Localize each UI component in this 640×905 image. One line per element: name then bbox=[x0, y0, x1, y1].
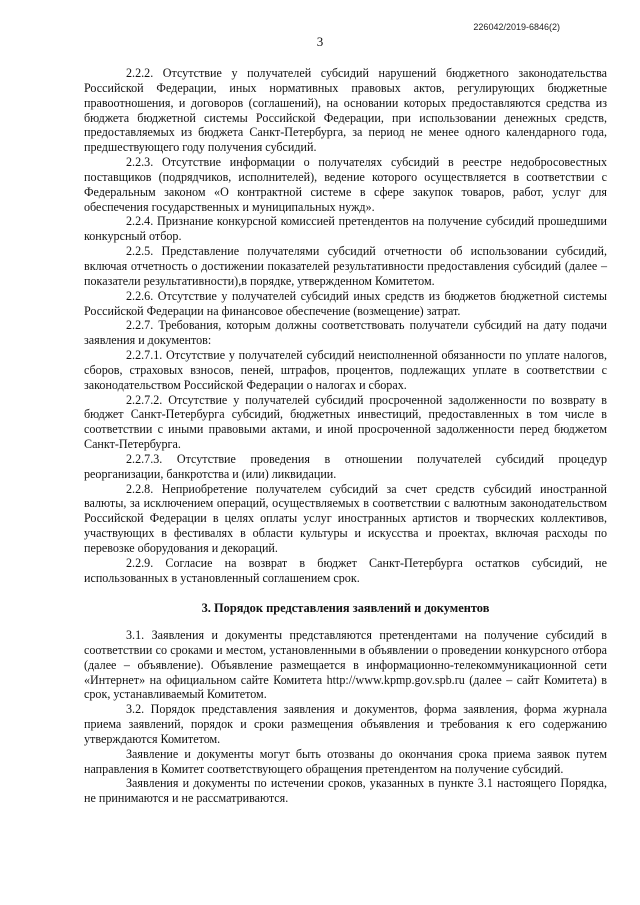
paragraph-2-2-3: 2.2.3. Отсутствие информации о получателях субсидий в реестре недобросовестных поставщиков (подрядчиков, исполнителей), ведение которого осуществляется в соответствии с Федеральным законом «О контрактной системе в сфере закупок товаров, работ, услуг для обеспечения государственных и муниципальных нужд». bbox=[84, 155, 607, 214]
paragraph-3-2-withdrawal: Заявление и документы могут быть отозваны до окончания срока приема заявок путем направления в Комитет соответствующего обращения претендентом на получение субсидий. bbox=[84, 746, 607, 776]
paragraph-2-2-7-3: 2.2.7.3. Отсутствие проведения в отношении получателей субсидий процедур реорганизации, банкротства и (или) ликвидации. bbox=[84, 451, 607, 481]
paragraph-2-2-6: 2.2.6. Отсутствие у получателей субсидий иных средств из бюджетов бюджетной системы Российской Федерации на финансовое обеспечение (возмещение) затрат. bbox=[84, 288, 607, 318]
page-number: 3 bbox=[316, 34, 324, 49]
section-2-body bbox=[84, 66, 607, 586]
paragraph-2-2-8: 2.2.8. Неприобретение получателем субсидий за счет средств субсидий иностранной валюты, за исключением операций, осуществляемых в соответствии с валютным законодательством Российской Федерации в целях оплаты услуг иностранных артистов и творческих коллективов, участвующих в фестивалях в области культуры и искусства и проектах, включая расходы по перевозке оборудования и декораций. bbox=[84, 481, 607, 555]
paragraph-3-2-expiry: Заявления и документы по истечении сроков, указанных в пункте 3.1 настоящего Порядка, не принимаются и не рассматриваются. bbox=[84, 776, 607, 806]
paragraph-2-2-9: 2.2.9. Согласие на возврат в бюджет Санкт-Петербурга остатков субсидий, не использованных в установленный соглашением срок. bbox=[84, 555, 607, 585]
paragraph-3-2: 3.2. Порядок представления заявления и документов, форма заявления, форма журнала приема заявлений, порядок и сроки размещения объявления и требования к его содержанию утверждаются Комитетом. bbox=[84, 702, 607, 746]
paragraph-3-1: 3.1. Заявления и документы представляются претендентами на получение субсидий в соответствии со сроками и местом, установленными в объявлении о проведении конкурсного отбора (далее – объявление). Объявление размещается в информационно-телекоммуникационной сети «Интернет» на официальном сайте Комитета http://www.kpmp.gov.spb.ru (далее – сайт Комитета) в срок, устанавливаемый Комитетом. bbox=[84, 628, 607, 702]
section-3-body bbox=[84, 628, 607, 806]
document-number: 226042/2019-6846(2) bbox=[473, 22, 560, 32]
paragraph-2-2-7: 2.2.7. Требования, которым должны соответствовать получатели субсидий на дату подачи заявления и документов: bbox=[84, 318, 607, 348]
paragraph-2-2-7-2: 2.2.7.2. Отсутствие у получателей субсидий просроченной задолженности по возврату в бюджет Санкт-Петербурга субсидий, бюджетных инвестиций, предоставленных в том числе в соответствии с иными правовыми актами, и иной просроченной задолженности перед бюджетом Санкт-Петербурга. bbox=[84, 392, 607, 452]
paragraph-2-2-2: 2.2.2. Отсутствие у получателей субсидий нарушений бюджетного законодательства Российской Федерации, иных нормативных правовых актов, регулирующих бюджетные правоотношения, и договоров (соглашений), на основании которых предоставляются средства из бюджета бюджетной системы Российской Федерации, при использовании денежных средств, предоставляемых из бюджета Санкт-Петербурга, за период не менее одного календарного года, предшествующего году получения субсидий. bbox=[84, 66, 607, 155]
paragraph-2-2-7-1: 2.2.7.1. Отсутствие у получателей субсидий неисполненной обязанности по уплате налогов, сборов, страховых взносов, пеней, штрафов, процентов, подлежащих уплате в соответствии с законодательством Российской Федерации о налогах и сборах. bbox=[84, 348, 607, 392]
paragraph-2-2-4: 2.2.4. Признание конкурсной комиссией претендентов на получение субсидий прошедшими конкурсный отбор. bbox=[84, 214, 607, 244]
paragraph-2-2-5: 2.2.5. Представление получателями субсидий отчетности об использовании субсидий, включая отчетность о достижении показателей результативности предоставления субсидий (далее – показатели результативности),в порядке, утвержденном Комитетом. bbox=[84, 244, 607, 288]
section-3-heading: 3. Порядок представления заявлений и документов bbox=[201, 601, 490, 615]
